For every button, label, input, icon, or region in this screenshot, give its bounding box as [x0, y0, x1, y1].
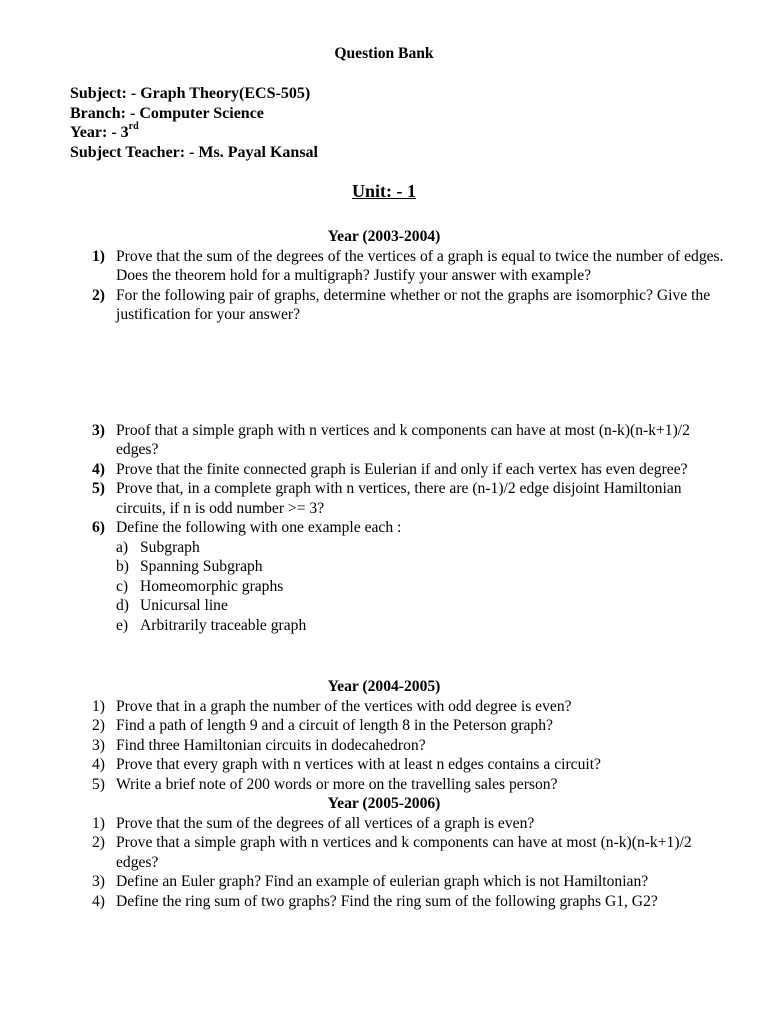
subitem-list [0, 538, 768, 636]
question-item [0, 833, 768, 872]
question-number: 1) [92, 697, 105, 715]
document-title: Question Bank [334, 45, 434, 62]
question-number: 3) [92, 736, 105, 754]
question-list [0, 814, 768, 912]
question-number: 4) [92, 756, 105, 773]
subitem-letter: c) [116, 577, 129, 595]
section-2005-2006 [0, 794, 768, 911]
question-item [0, 716, 768, 736]
question-number: 2) [92, 717, 105, 734]
question-list [0, 421, 768, 538]
subject-line: Subject: - Graph Theory(ECS-505) [70, 85, 311, 102]
subitem-text: Unicursal line [140, 597, 228, 614]
question-number: 2) [92, 286, 105, 304]
year-superscript: rd [128, 120, 139, 132]
question-text: Find a path of length 9 and a circuit of length 8 in the Peterson graph? [116, 717, 553, 734]
question-number: 4) [92, 460, 105, 478]
subitem-text: Spanning Subgraph [140, 558, 263, 575]
question-list [0, 247, 768, 325]
question-number: 5) [92, 775, 105, 793]
subitem-text: Homeomorphic graphs [140, 577, 284, 595]
section-year: Year (2005-2006) [327, 795, 441, 812]
subitem [0, 538, 768, 558]
question-number: 3) [92, 873, 105, 890]
question-text: Prove that, in a complete graph with n vertices, there are (n-1)/2 edge disjoint Hamiltonian circuits, if n is odd number >= 3? [116, 480, 682, 517]
figure-gap [0, 325, 768, 421]
question-item [0, 421, 768, 460]
section-2003-2004 [0, 227, 768, 635]
subitem-letter: a) [116, 538, 129, 556]
question-item [0, 775, 768, 795]
question-text: Write a brief note of 200 words or more on the travelling sales person? [116, 775, 558, 793]
question-item [0, 479, 768, 518]
course-meta [70, 84, 318, 162]
section-2004-2005 [0, 677, 768, 794]
question-item [0, 697, 768, 717]
question-list [0, 697, 768, 795]
question-item [0, 286, 768, 325]
question-text: For the following pair of graphs, determine whether or not the graphs are isomorphic? Give the justification for your answer? [116, 286, 711, 323]
subitem-text: Arbitrarily traceable graph [140, 616, 307, 634]
year-line [70, 120, 318, 143]
subitem-letter: b) [116, 558, 129, 575]
question-text: Prove that the sum of the degrees of the vertices of a graph is equal to twice the number of edges. Does the theorem hold for a multigraph? Justify your answer with example? [116, 247, 724, 284]
question-text: Define the following with one example each : [116, 519, 402, 536]
question-text: Define an Euler graph? Find an example of eulerian graph which is not Hamiltonian? [116, 873, 649, 890]
unit-heading: Unit: - 1 [352, 181, 416, 201]
question-text: Prove that every graph with n vertices with at least n edges contains a circuit? [116, 756, 601, 773]
branch-line: Branch: - Computer Science [70, 104, 264, 122]
question-number: 1) [92, 814, 105, 832]
question-text: Find three Hamiltonian circuits in dodecahedron? [116, 736, 426, 754]
subitem-letter: e) [116, 616, 129, 634]
question-item [0, 814, 768, 834]
question-text: Prove that the sum of the degrees of all vertices of a graph is even? [116, 814, 535, 832]
question-item [0, 892, 768, 912]
question-number: 6) [92, 519, 105, 536]
question-number: 1) [92, 247, 105, 265]
subitem [0, 596, 768, 616]
question-text: Prove that the finite connected graph is Eulerian if and only if each vertex has even degree? [116, 460, 688, 478]
question-item [0, 518, 768, 538]
question-number: 5) [92, 480, 105, 497]
section-year: Year (2003-2004) [327, 228, 441, 245]
question-text: Prove that in a graph the number of the vertices with odd degree is even? [116, 697, 572, 715]
question-text: Prove that a simple graph with n vertices and k components can have at most (n-k)(n-k+1)/2 edges? [116, 834, 692, 871]
question-item [0, 460, 768, 480]
question-item [0, 247, 768, 286]
question-number: 3) [92, 421, 105, 439]
subitem [0, 577, 768, 597]
teacher-line: Subject Teacher: - Ms. Payal Kansal [70, 143, 318, 161]
question-item [0, 736, 768, 756]
subitem-text: Subgraph [140, 538, 200, 556]
question-item [0, 872, 768, 892]
question-number: 2) [92, 834, 105, 851]
question-text: Define the ring sum of two graphs? Find the ring sum of the following graphs G1, G2? [116, 892, 658, 910]
subitem [0, 557, 768, 577]
question-item [0, 755, 768, 775]
subitem-letter: d) [116, 597, 129, 614]
year-prefix: Year: - 3 [70, 124, 129, 141]
section-year: Year (2004-2005) [327, 678, 441, 695]
subitem [0, 616, 768, 636]
question-text: Proof that a simple graph with n vertices and k components can have at most (n-k)(n-k+1)/2 edges? [116, 421, 690, 458]
question-number: 4) [92, 892, 105, 910]
